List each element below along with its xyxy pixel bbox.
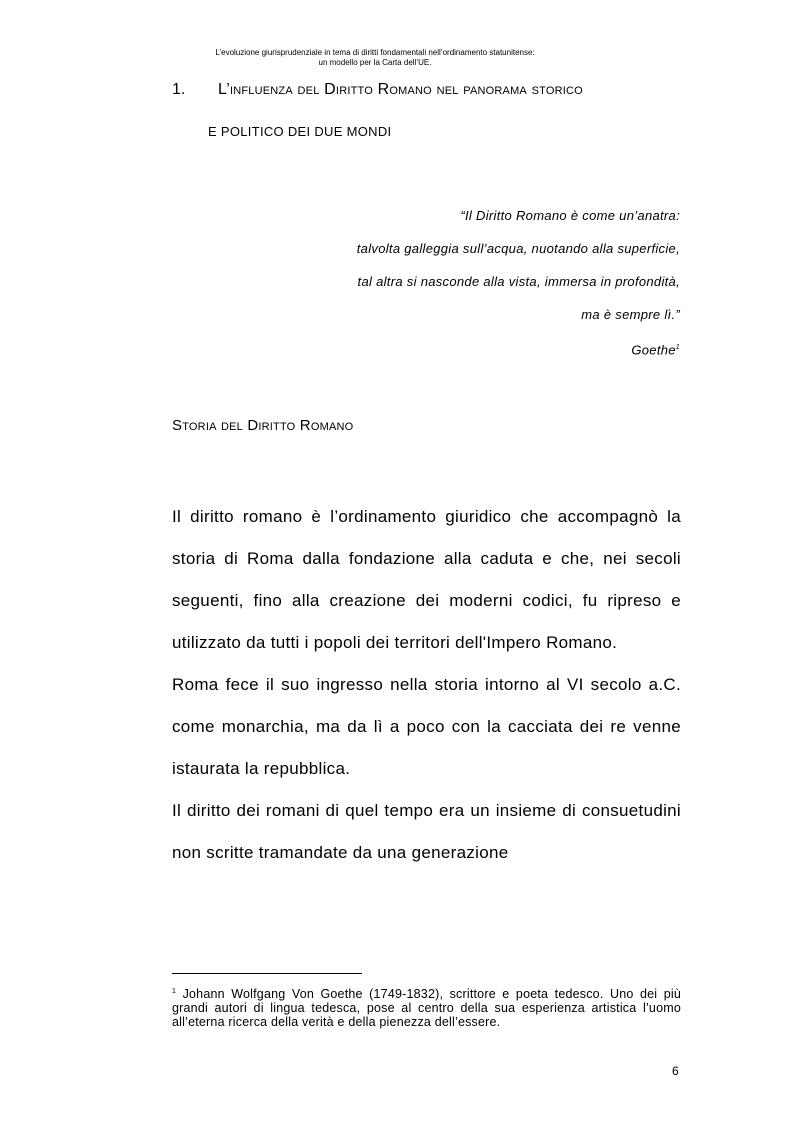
epigraph bbox=[357, 206, 680, 371]
chapter-title-line-1: L’influenza del Diritto Romano nel panorama storico bbox=[218, 81, 583, 98]
running-header-line-1: L’evoluzione giurisprudenziale in tema di diritti fondamentali nell’ordinamento statunitense: bbox=[215, 48, 535, 57]
paragraph-1: Il diritto romano è l’ordinamento giuridico che accompagnò la storia di Roma dalla fondazione alla caduta e che, nei secoli seguenti, fino alla creazione dei moderni codici, fu ripreso e utilizzato da tutti i popoli dei territori dell'Impero Romano. bbox=[172, 507, 681, 652]
page-number: 6 bbox=[672, 1064, 679, 1078]
footnote-reference[interactable]: 1 bbox=[675, 344, 680, 351]
epigraph-line-2: talvolta galleggia sull’acqua, nuotando alla superficie, bbox=[356, 241, 680, 256]
footnote bbox=[172, 985, 681, 1029]
epigraph-line-1: “Il Diritto Romano è come un’anatra: bbox=[460, 208, 680, 223]
footnote-text: Johann Wolfgang Von Goethe (1749-1832), scrittore e poeta tedesco. Uno dei più grandi autori di lingua tedesca, pose al centro della sua esperienza artistica l’uomo all’eterna ricerca della verità e della pienezza dell’essere. bbox=[172, 987, 681, 1030]
footnote-marker: 1 bbox=[172, 988, 177, 995]
chapter-title-line-2: E POLITICO DEI DUE MONDI bbox=[208, 124, 392, 139]
paragraph-3: Il diritto dei romani di quel tempo era un insieme di consuetudini non scritte tramandate da una generazione bbox=[172, 801, 681, 862]
paragraph-2: Roma fece il suo ingresso nella storia intorno al VI secolo a.C. come monarchia, ma da lì a poco con la cacciata dei re venne istaurata la repubblica. bbox=[172, 675, 681, 778]
body-text bbox=[172, 496, 681, 874]
epigraph-line-3: tal altra si nasconde alla vista, immersa in profondità, bbox=[357, 274, 680, 289]
running-header-line-2: un modello per la Carta dell’UE. bbox=[318, 58, 432, 67]
chapter-number: 1. bbox=[172, 81, 186, 98]
epigraph-author bbox=[357, 338, 680, 371]
epigraph-line-4: ma è sempre lì.” bbox=[581, 307, 680, 322]
footnote-separator bbox=[172, 973, 362, 974]
epigraph-author-name: Goethe bbox=[631, 342, 676, 358]
section-heading: Storia del Diritto Romano bbox=[172, 417, 354, 434]
running-header bbox=[170, 48, 580, 68]
